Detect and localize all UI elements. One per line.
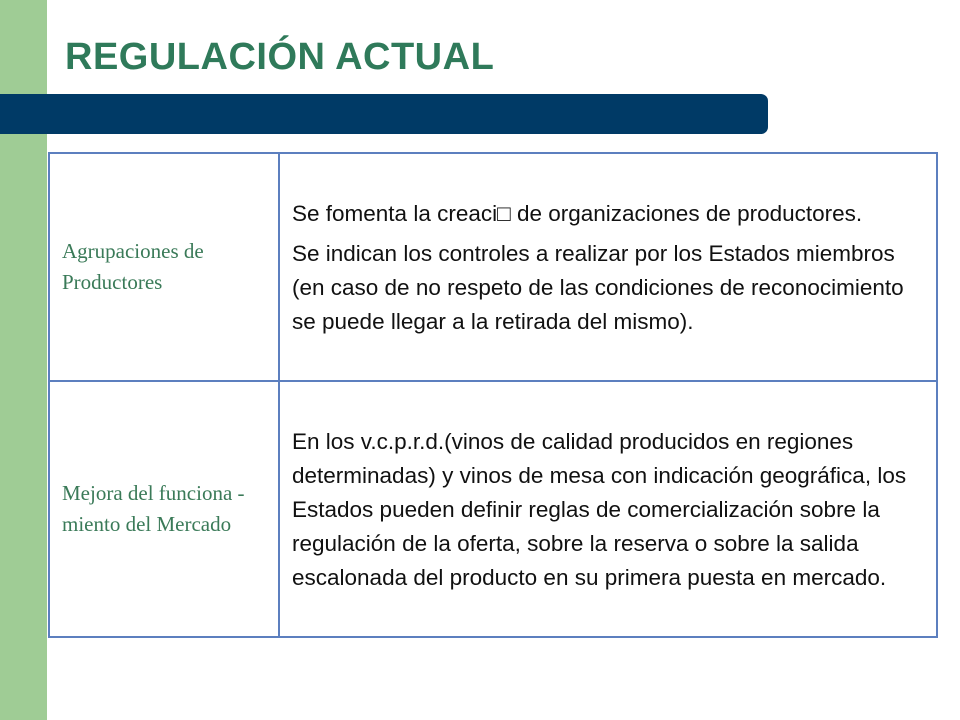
row-label: Agrupaciones de Productores xyxy=(49,153,279,381)
row-content xyxy=(279,381,937,637)
row-paragraph: Se fomenta la creaci□ de organizaciones de productores. xyxy=(292,201,863,226)
row-paragraph: Se indican los controles a realizar por los Estados miembros (en caso de no respeto de las condiciones de reconocimiento se puede llegar a la retirada del mismo). xyxy=(292,241,904,334)
title-underline-bar xyxy=(0,94,768,134)
row-paragraph: En los v.c.p.r.d.(vinos de calidad producidos en regiones determinadas) y vinos de mesa con indicación geográfica, los Estados pueden definir reglas de comercialización sobre la regulación de la oferta, sobre la reserva o sobre la salida escalonada del producto en su primera puesta en mercado. xyxy=(292,429,907,590)
slide-title: REGULACIÓN ACTUAL xyxy=(65,36,495,78)
row-content xyxy=(279,153,937,381)
table-row xyxy=(49,381,937,637)
row-label: Mejora del funciona - miento del Mercado xyxy=(49,381,279,637)
regulation-table xyxy=(48,152,938,638)
table-row xyxy=(49,153,937,381)
